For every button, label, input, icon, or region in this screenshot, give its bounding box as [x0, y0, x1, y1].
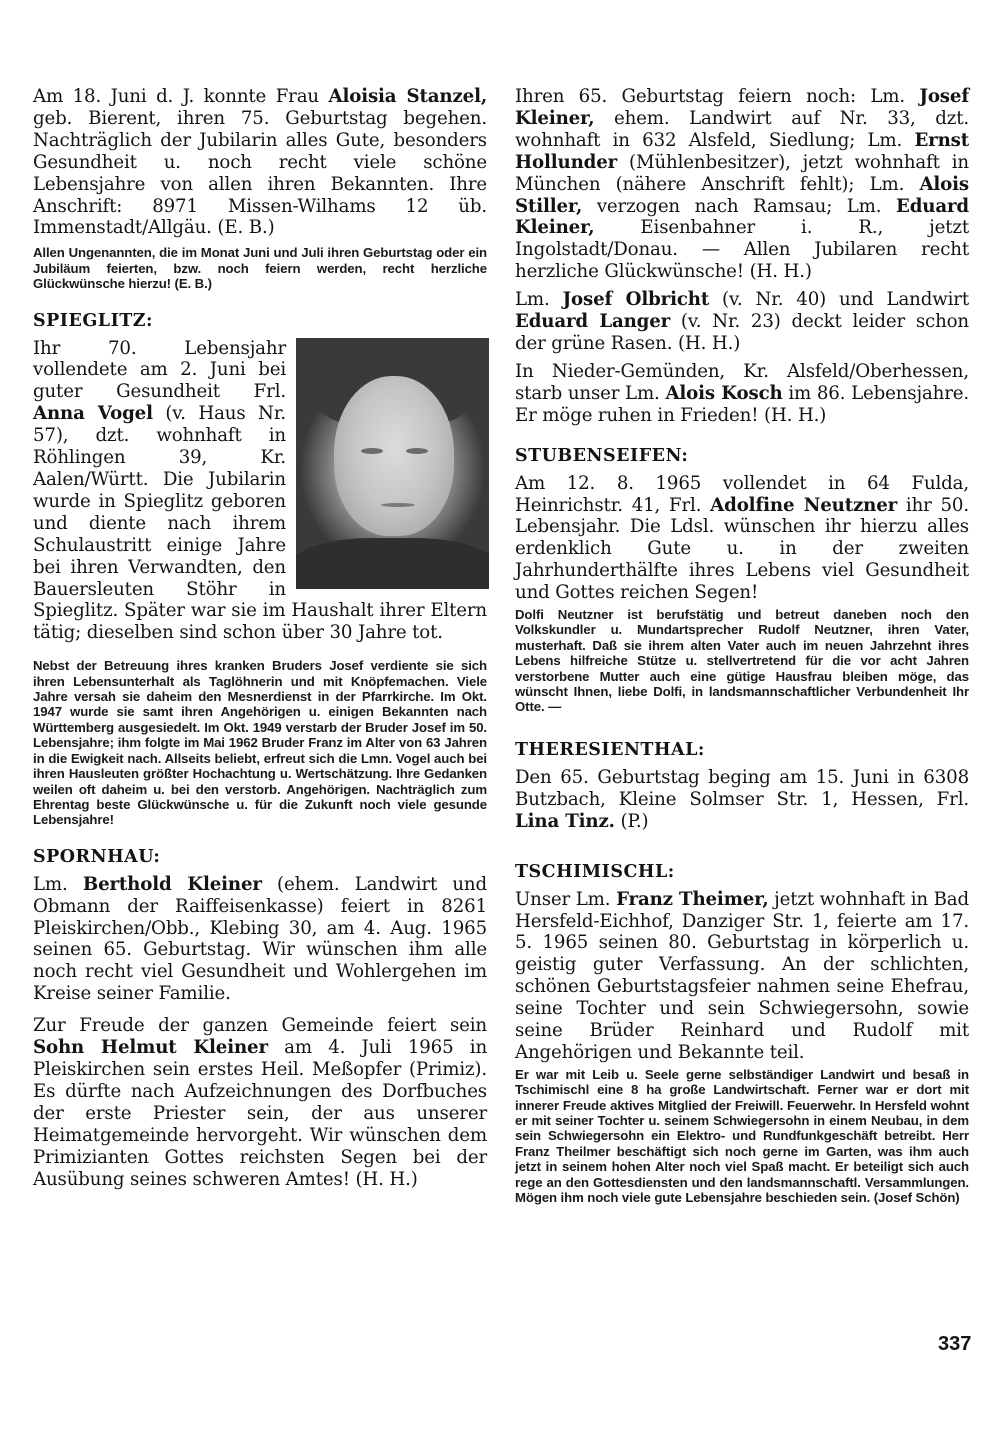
paragraph-aloisia-stanzel: [33, 86, 487, 239]
text: (ehem. Landwirt und Obmann der Raiffeisenkasse) feiert in 8261 Pleiskirchen/Obb., Klebing 30, am 4. Aug. 1965 seinen 65. Geburtstag. Wir wünschen ihm alle noch recht viel Gesundheit und Wohlergehen im Kreise seiner Familie.: [33, 873, 487, 1005]
page-number: 337: [938, 1333, 972, 1355]
note-dolfi-neutzner: Dolfi Neutzner ist berufstätig und betreut daneben noch den Volkskundler u. Mundartsprecher Rudolf Neutzner, ihren Vater, musterhaft. Daß sie ihrem alten Vater auch im neuen Jahrzehnt ihres Lebens hilfreiche Stütze u. stellvertretend für die vor acht Jahren verstorbene Mutter auch eine gütige Hausfrau bleiben möge, das wünscht Ihnen, liebe Dolfi, in landsmannschaftlicher Verbundenheit Ihr Otte. —: [515, 607, 969, 715]
paragraph-lina-tinz: [515, 767, 969, 833]
text: (v. Nr. 40) und Landwirt: [709, 289, 969, 311]
text: Eisenbahner i. R., jetzt Ingolstadt/Donau. — Allen Jubilaren recht herzliche Glückwünsche! (H. H.): [515, 217, 969, 283]
paragraph-65-geburtstag: [515, 86, 969, 283]
person-name: Josef Kleiner,: [515, 86, 969, 129]
text: jetzt wohnhaft in Bad Hersfeld-Eichhof, Danziger Str. 1, feierte am 17. 5. 1965 seinen 80. Geburtstag in körperlich u. geistig guter Verfassung. An der schlichten, schönen Geburtstagsfeier nahmen seine Ehefrau, seine Tochter und sein Schwiegersohn, sowie seine Brüder Reinhard und Rudolf mit Angehörigen und Bekannte teil.: [515, 888, 969, 1063]
note-ungenannten: Allen Ungenannten, die im Monat Juni und Juli ihren Geburtstag oder ein Jubiläum feierten, bzw. noch feiern werden, recht herzliche Glückwünsche hierzu! (E. B.): [33, 245, 487, 292]
heading-theresienthal: THERESIENTHAL:: [515, 739, 705, 760]
person-name: Eduard Langer: [515, 311, 671, 333]
text: Unser Lm.: [515, 888, 617, 910]
person-name: Aloisia Stanzel,: [328, 86, 488, 107]
note-anna-vogel: Nebst der Betreuung ihres kranken Bruders Josef verdiente sie sich ihren Lebensunterhalt als Taglöhnerin und mit Knöpfemachen. Viele Jahre versah sie daheim den Mesnerdienst in der Pfarrkirche. Im Okt. 1947 wurde sie samt ihren Angehörigen u. einigen Bekannten nach Württemberg ausgesiedelt. Im Okt. 1949 verstarb der Bruder Josef im 50. Lebensjahre; ihm folgte im Mai 1962 Bruder Franz im Alter von 63 Jahren in die Ewigkeit nach. Allseits beliebt, erfreut sich die Lmn. Vogel auch bei ihren Hausleuten größter Hochachtung u. Wertschätzung. Ihre Gedanken weilen oft daheim u. bei den verstorb. Angehörigen. Nachträglich zum Ehrentag beste Glückwünsche u. für die Zukunft noch viele gesunde Lebensjahre!: [33, 658, 487, 828]
person-name: Alois Stiller,: [515, 173, 969, 217]
text: Den 65. Geburtstag beging am 15. Juni in 6308 Butzbach, Kleine Solmser Str. 1, Hessen, Frl.: [515, 766, 969, 810]
text: In Nieder-Gemünden, Kr. Alsfeld/Oberhessen, starb unser Lm.: [515, 360, 969, 404]
photo-eye: [361, 448, 383, 454]
person-name: Sohn Helmut Kleiner: [33, 1037, 268, 1059]
note-franz-theimer: Er war mit Leib u. Seele gerne selbständiger Landwirt und besaß in Tschimischl eine 8 ha große Landwirtschaft. Ferner war er dort mit innerer Freude aktives Mitglied der Freiwill. Feuerwehr. In Hersfeld wohnt er mit seiner Tochter u. seinem Schwiegersohn in einem Neubau, in dem sein Schwiegersohn ein Elektro- und Rundfunkgeschäft betreibt. Herr Franz Theilmer beschäftigt sich noch gerne im Garten, was ihm auch jetzt in seinem hohen Alter noch viel Spaß macht. Er beteiligt sich auch rege an den Gottesdiensten und den landsmannschaftl. Versammlungen. Mögen ihm noch viele gute Lebensjahre beschieden sein. (Josef Schön): [515, 1066, 969, 1206]
text: Am 12. 8. 1965 vollendet in 64 Fulda, Heinrichstr. 41, Frl.: [515, 472, 969, 516]
paragraph-helmut-kleiner: [33, 1015, 487, 1190]
heading-spieglitz: SPIEGLITZ:: [33, 310, 154, 331]
paragraph-alois-kosch: [515, 361, 969, 427]
text: am 4. Juli 1965 in Pleiskirchen sein erstes Heil. Meßopfer (Primiz). Es dürfte nach Aufzeichnungen des Dorfbuches der erste Priester sein, der aus unserer Heimatgemeinde hervorgeht. Wir wünschen dem Primizianten Gottes reichsten Segen bei der Ausübung seines schweren Amtes! (H. H.): [33, 1037, 488, 1190]
text: (Mühlenbesitzer), jetzt wohnhaft in München (nähere Anschrift fehlt); Lm.: [515, 151, 969, 195]
heading-stubenseifen: STUBENSEIFEN:: [515, 445, 689, 466]
photo-eye: [406, 448, 428, 454]
text: Lm.: [515, 289, 563, 311]
text: ihr 50. Lebensjahr. Die Ldsl. wünschen ihr hierzu alles erdenklich Gute u. in der zweiten Jahrhunderthälfte ihres Lebens viel Gesundheit und Gottes reichen Segen!: [515, 494, 969, 604]
text: verzogen nach Ramsau; Lm.: [582, 195, 896, 217]
paragraph-verstorbene: [515, 289, 969, 355]
paragraph-adolfine-neutzner: [515, 473, 969, 604]
text: geb. Bierent, ihren 75. Geburtstag begehen. Nachträglich der Jubilarin alles Gute, besonders Gesundheit u. noch recht viele schöne Lebensjahre von allen ihren Bekannten. Ihre Anschrift: 8971 Missen-Wilhams 12 üb. Immenstadt/Allgäu. (E. B.): [33, 107, 487, 239]
text: Ihren 65. Geburtstag feiern noch: Lm.: [515, 86, 920, 107]
portrait-photo: [296, 338, 489, 589]
text: Am 18. Juni d. J. konnte Frau: [33, 86, 329, 107]
photo-mouth: [381, 503, 415, 507]
person-name: Berthold Kleiner: [82, 873, 262, 895]
text: (P.): [614, 810, 649, 832]
person-name: Anna Vogel: [33, 403, 153, 425]
text: Zur Freude der ganzen Gemeinde feiert sein: [33, 1015, 487, 1037]
heading-spornhau: SPORNHAU:: [33, 846, 161, 867]
text: Lm.: [33, 873, 83, 895]
paragraph-franz-theimer: [515, 889, 969, 1064]
person-name: Josef Olbricht: [562, 289, 710, 311]
text: (v. Nr. 23) deckt leider schon der grüne Rasen. (H. H.): [515, 311, 969, 354]
text: im 86. Lebensjahre. Er möge ruhen in Frieden! (H. H.): [515, 382, 970, 426]
person-name: Franz Theimer,: [616, 888, 769, 910]
text: Ihr 70. Lebensjahr vollendete am 2. Juni bei guter Gesundheit Frl.: [33, 337, 286, 403]
text: ehem. Landwirt auf Nr. 33, dzt. wohnhaft in 632 Alsfeld, Siedlung; Lm.: [515, 107, 969, 151]
person-name: Lina Tinz.: [515, 810, 615, 832]
photo-face: [334, 376, 454, 536]
text: (v. Haus Nr. 57), dzt. wohnhaft in Röhlingen 39, Kr. Aalen/Württ. Die Jubilarin wurde in Spieglitz geboren und diente nach ihrem Schulaustritt einige Jahre bei ihren Verwandten, den Bauersleuten Stöhr in Spieglitz. Später war sie im Haushalt ihrer Eltern tätig; dieselben sind schon über 30 Jahre tot.: [33, 403, 487, 644]
photo-body: [296, 538, 489, 589]
person-name: Eduard Kleiner,: [515, 195, 969, 239]
person-name: Ernst Hollunder: [515, 129, 969, 173]
person-name: Adolfine Neutzner: [710, 494, 898, 516]
right-column: [515, 86, 969, 1214]
left-column: [33, 86, 487, 1196]
paragraph-berthold-kleiner: [33, 874, 487, 1005]
person-name: Alois Kosch: [665, 382, 783, 404]
heading-tschimischl: TSCHIMISCHL:: [515, 861, 675, 882]
